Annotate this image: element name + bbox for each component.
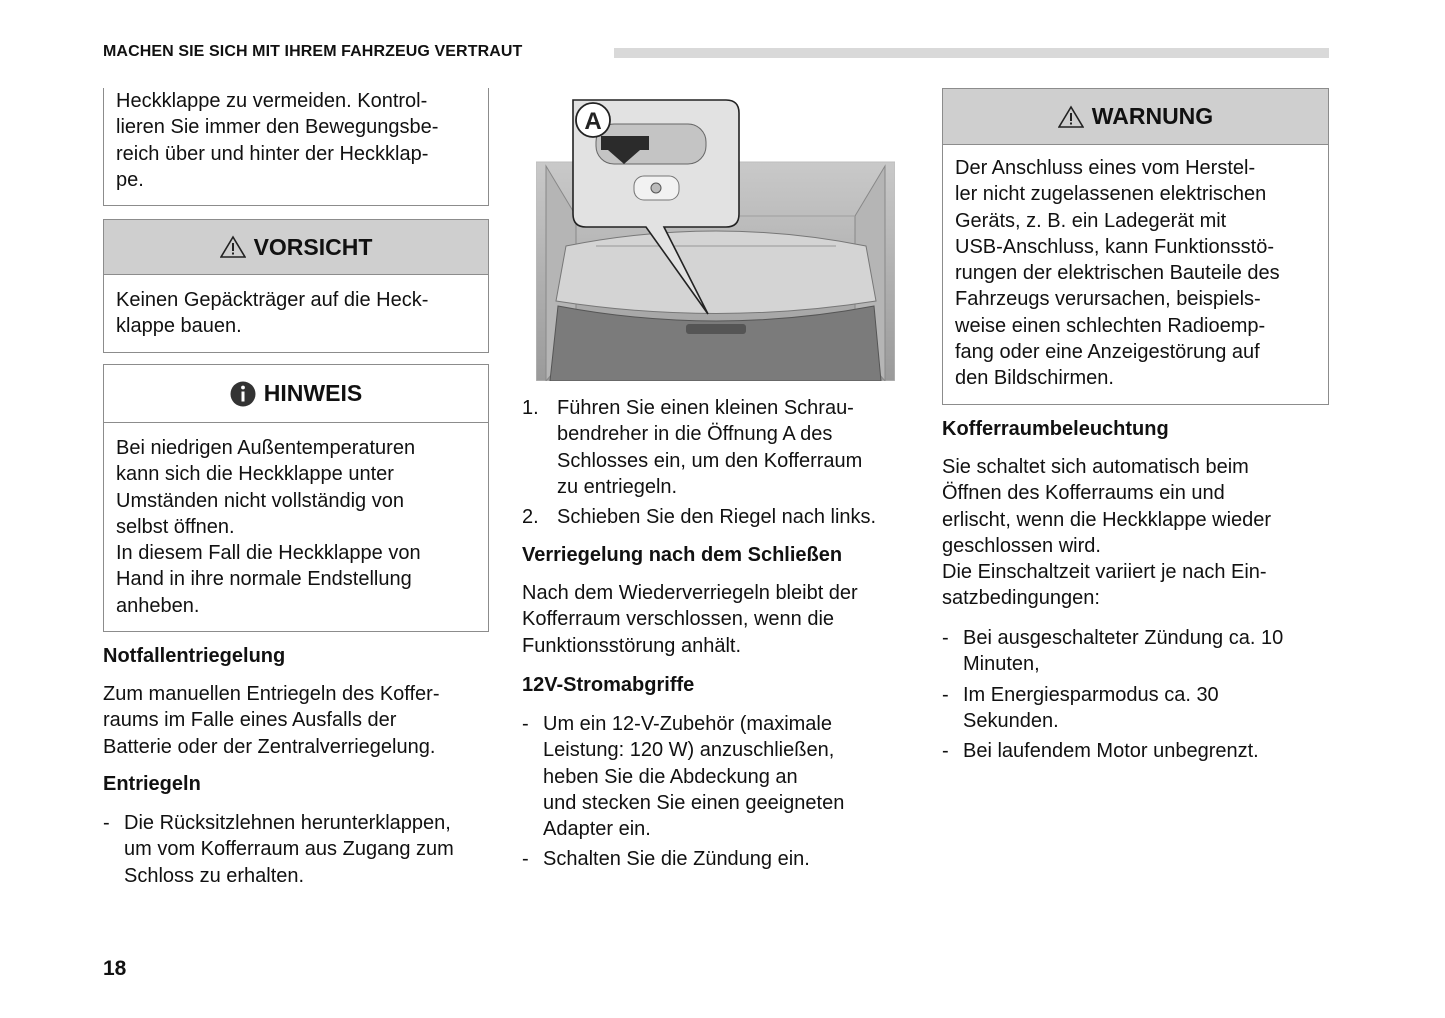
figure-label-a: A [584, 108, 602, 135]
note-text-line: Umständen nicht vollständig von [116, 489, 404, 512]
trunk-lock-illustration [536, 96, 895, 381]
list-item [942, 625, 1342, 678]
note-text-line: In diesem Fall die Heckklappe von [116, 542, 421, 565]
warning-box [942, 88, 1329, 405]
trunk-light-paragraph [942, 454, 1342, 612]
unlock-steps-list [522, 395, 922, 530]
note-box [103, 364, 489, 632]
warning-text-line: fang oder eine Anzeigestörung auf [955, 341, 1260, 364]
list-item-line: Im Energiesparmodus ca. 30 [963, 683, 1219, 706]
caution-header [104, 220, 488, 275]
list-item-line: Um ein 12-V-Zubehör (maximale [543, 713, 832, 735]
paragraph-line: Sie schaltet sich automatisch beim [942, 456, 1249, 478]
warning-text-line: Fahrzeugs verursachen, beispiels- [955, 288, 1261, 311]
emergency-section [103, 643, 285, 669]
note-label: HINWEIS [263, 380, 363, 406]
paragraph-line: Kofferraum verschlossen, wenn die [522, 608, 835, 631]
list-item [522, 395, 922, 500]
list-item-line: Führen Sie einen kleinen Schrau- [557, 397, 854, 419]
list-item-line: Die Rücksitzlehnen herunterklappen, [124, 812, 451, 834]
emergency-paragraph [103, 681, 503, 760]
page-number: 18 [103, 957, 127, 980]
list-item-line: Sekunden. [963, 709, 1059, 732]
caution-label: VORSICHT [253, 233, 373, 260]
dash-marker: - [942, 740, 949, 763]
paragraph-line: Öffnen des Kofferraums ein und [942, 482, 1225, 505]
warning-triangle-icon [220, 235, 246, 259]
caution-text-line: Keinen Gepäckträger auf die Heck- [116, 289, 429, 311]
list-item-line: Schalten Sie die Zündung ein. [543, 848, 810, 871]
unlock-heading: Entriegeln [103, 773, 201, 795]
list-item-line: Adapter ein. [543, 818, 651, 841]
note-text-line: Hand in ihre normale Endstellung [116, 568, 412, 591]
paragraph-line: Nach dem Wiederverriegeln bleibt der [522, 582, 858, 604]
header-rule [614, 48, 1329, 58]
step-number: 1. [522, 397, 539, 419]
continued-text-line: pe. [116, 168, 144, 191]
note-text-line: Bei niedrigen Außentemperaturen [116, 437, 416, 459]
continued-notice-box [103, 88, 489, 206]
continued-text-line: lieren Sie immer den Bewegungsbe- [116, 116, 439, 139]
paragraph-line: geschlossen wird. [942, 534, 1101, 557]
list-item [103, 810, 503, 889]
list-item-line: um vom Kofferraum aus Zugang zum [124, 838, 454, 861]
note-header [104, 365, 488, 423]
emergency-heading: Notfallentriegelung [103, 645, 286, 667]
list-item [522, 711, 922, 842]
warning-label: WARNUNG [1091, 103, 1214, 129]
dash-marker: - [942, 683, 949, 706]
list-item [522, 504, 922, 530]
relock-heading: Verriegelung nach dem Schließen [522, 544, 843, 566]
paragraph-line: Die Einschaltzeit variiert je nach Ein- [942, 561, 1267, 584]
list-item-line: bendreher in die Öffnung A des [557, 423, 833, 446]
paragraph-line: satzbedingungen: [942, 587, 1100, 610]
warning-text-line: Geräts, z. B. ein Ladegerät mit [955, 209, 1227, 232]
list-item-line: und stecken Sie einen geeigneten [543, 791, 845, 814]
page-header-title: MACHEN SIE SICH MIT IHREM FAHRZEUG VERTRAUT [103, 43, 523, 60]
warning-text-line: Der Anschluss eines vom Herstel- [955, 157, 1256, 179]
list-item-line: Bei laufendem Motor unbegrenzt. [963, 740, 1259, 763]
list-item-line: Leistung: 120 W) anzuschließen, [543, 739, 835, 762]
list-item-line: zu entriegeln. [557, 475, 678, 498]
list-item [942, 738, 1342, 764]
dash-marker: - [103, 812, 110, 834]
paragraph-line: raums im Falle eines Ausfalls der [103, 709, 397, 732]
paragraph-line: Funktionsstörung anhält. [522, 634, 742, 657]
paragraph-line: erlischt, wenn die Heckklappe wieder [942, 508, 1272, 531]
dash-marker: - [522, 848, 529, 871]
list-item-line: Schloss zu erhalten. [124, 864, 305, 887]
power-outlets-heading: 12V-Stromabgriffe [522, 674, 695, 696]
continued-text-line: Heckklappe zu vermeiden. Kontrol- [116, 90, 428, 112]
trunk-light-heading: Kofferraumbeleuchtung [942, 418, 1169, 440]
warning-text-line: weise einen schlechten Radioemp- [955, 314, 1266, 337]
list-item [942, 682, 1342, 735]
list-item-line: Schlosses ein, um den Kofferraum [557, 449, 863, 472]
list-item [522, 846, 922, 872]
note-text-line: anheben. [116, 594, 200, 617]
list-item-line: Bei ausgeschalteter Zündung ca. 10 [963, 627, 1284, 649]
dash-marker: - [522, 713, 529, 735]
warning-triangle-icon [1058, 105, 1084, 129]
continued-text-line: reich über und hinter der Heckklap- [116, 142, 429, 165]
power-outlets-list [522, 711, 922, 873]
list-item-line: Schieben Sie den Riegel nach links. [557, 506, 877, 529]
paragraph-line: Batterie oder der Zentralverriegelung. [103, 735, 436, 758]
list-item-line: Minuten, [963, 653, 1040, 676]
relock-paragraph [522, 580, 922, 659]
step-number: 2. [522, 506, 539, 529]
note-text-line: kann sich die Heckklappe unter [116, 463, 394, 486]
unlock-list [103, 810, 503, 889]
paragraph-line: Zum manuellen Entriegeln des Koffer- [103, 683, 440, 705]
caution-box [103, 219, 489, 353]
warning-header [943, 89, 1328, 145]
warning-text-line: rungen der elektrischen Bauteile des [955, 262, 1280, 285]
dash-marker: - [942, 627, 949, 649]
trunk-light-durations-list [942, 625, 1342, 764]
caution-text-line: klappe bauen. [116, 315, 242, 338]
warning-text-line: USB-Anschluss, kann Funktionsstö- [955, 235, 1275, 258]
note-text-line: selbst öffnen. [116, 515, 235, 538]
list-item-line: heben Sie die Abdeckung an [543, 765, 798, 788]
info-icon [230, 381, 256, 407]
warning-text-line: ler nicht zugelassenen elektrischen [955, 183, 1267, 206]
warning-text-line: den Bildschirmen. [955, 367, 1114, 390]
